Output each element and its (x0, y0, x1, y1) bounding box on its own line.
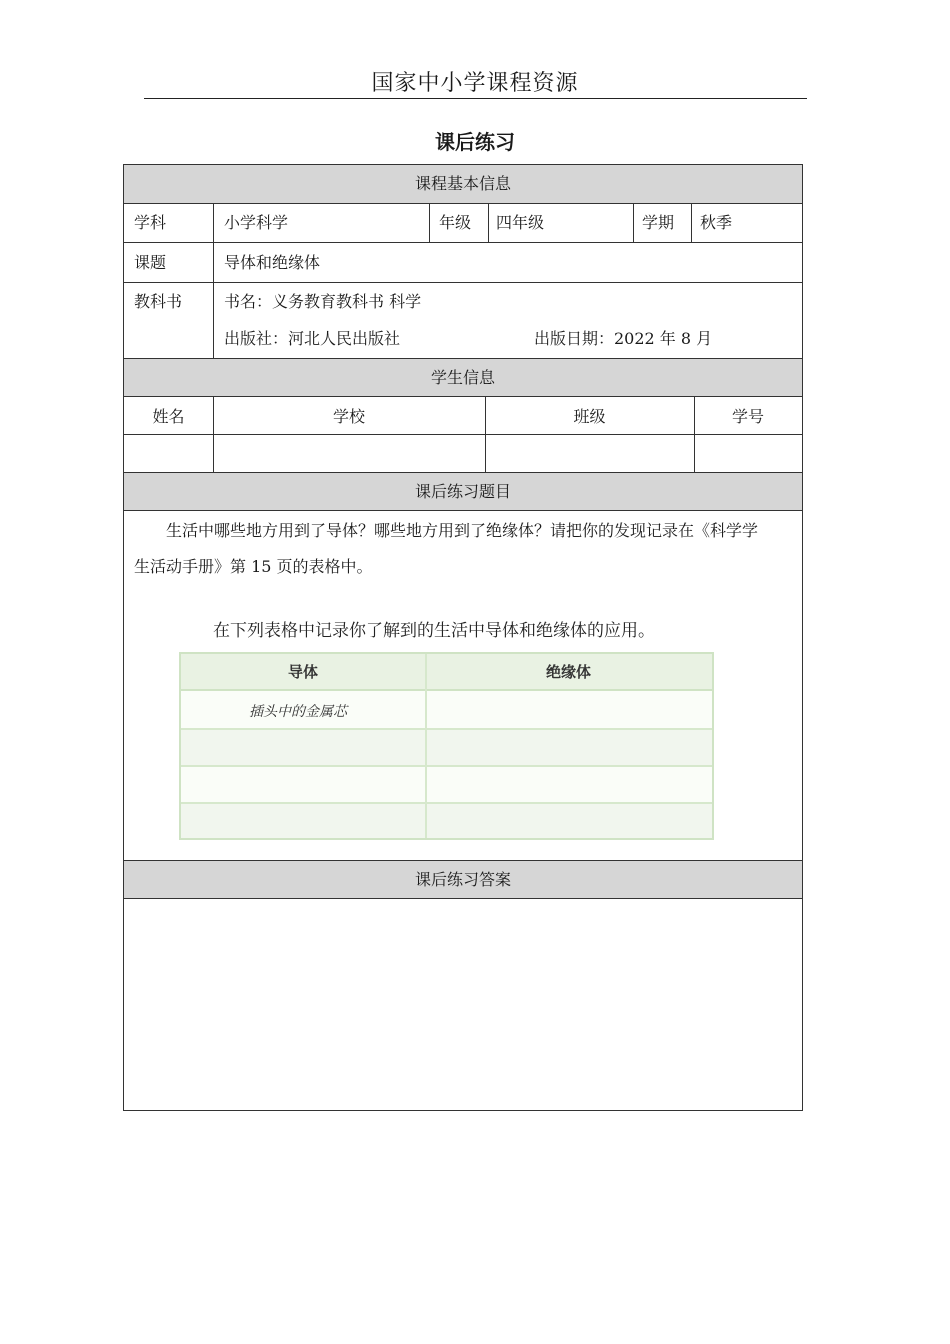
textbook-label: 教科书 (134, 292, 183, 311)
grade-label: 年级 (439, 213, 472, 232)
column-divider (429, 204, 430, 242)
worksheet-row-divider (181, 802, 712, 804)
section-answer: 课后练习答案 (124, 860, 802, 899)
section-exercise: 课后练习题目 (124, 472, 802, 511)
row-divider (124, 242, 802, 243)
grade-value: 四年级 (496, 213, 545, 232)
column-divider (633, 204, 634, 242)
worksheet-col-conductor: 导体 (287, 663, 318, 681)
worksheet-row-divider (181, 728, 712, 730)
worksheet-cell: 插头中的金属芯 (249, 704, 347, 720)
answer-area[interactable] (134, 911, 792, 1101)
worksheet-col-insulator: 绝缘体 (545, 663, 591, 681)
row-divider (124, 434, 802, 435)
worksheet-row-shade (181, 803, 712, 838)
textbook-pub-date: 出版日期：2022 年 8 月 (534, 329, 713, 348)
student-col-school: 学校 (332, 407, 365, 426)
worksheet-row-shade (181, 729, 712, 765)
exercise-question-line-2: 生活动手册》第 15 页的表格中。 (134, 557, 373, 576)
document-title: 课后练习 (435, 130, 515, 154)
worksheet-table (179, 652, 714, 840)
student-col-class: 班级 (573, 407, 606, 426)
worksheet-row-divider (181, 765, 712, 767)
row-divider (124, 282, 802, 283)
term-value: 秋季 (700, 213, 733, 232)
column-divider (488, 204, 489, 242)
section-basic-info: 课程基本信息 (124, 165, 802, 204)
worksheet-column-divider (425, 654, 427, 838)
textbook-publisher: 出版社：河北人民出版社 (224, 329, 401, 348)
worksheet-heading: 在下列表格中记录你了解到的生活中导体和绝缘体的应用。 (213, 621, 655, 641)
subject-value: 小学科学 (224, 213, 289, 232)
section-student-info: 学生信息 (124, 358, 802, 397)
column-divider (213, 204, 214, 358)
page-header-title: 国家中小学课程资源 (371, 71, 579, 96)
topic-label: 课题 (134, 253, 167, 272)
student-col-id: 学号 (731, 407, 764, 426)
subject-label: 学科 (134, 213, 167, 232)
exercise-question-line-1: 生活中哪些地方用到了导体？哪些地方用到了绝缘体？请把你的发现记录在《科学学 (166, 521, 759, 540)
topic-value: 导体和绝缘体 (224, 253, 321, 272)
header-divider (144, 98, 807, 99)
column-divider (691, 204, 692, 242)
textbook-name: 书名：义务教育教科书 科学 (224, 292, 422, 311)
student-col-name: 姓名 (152, 407, 185, 426)
term-label: 学期 (642, 213, 675, 232)
